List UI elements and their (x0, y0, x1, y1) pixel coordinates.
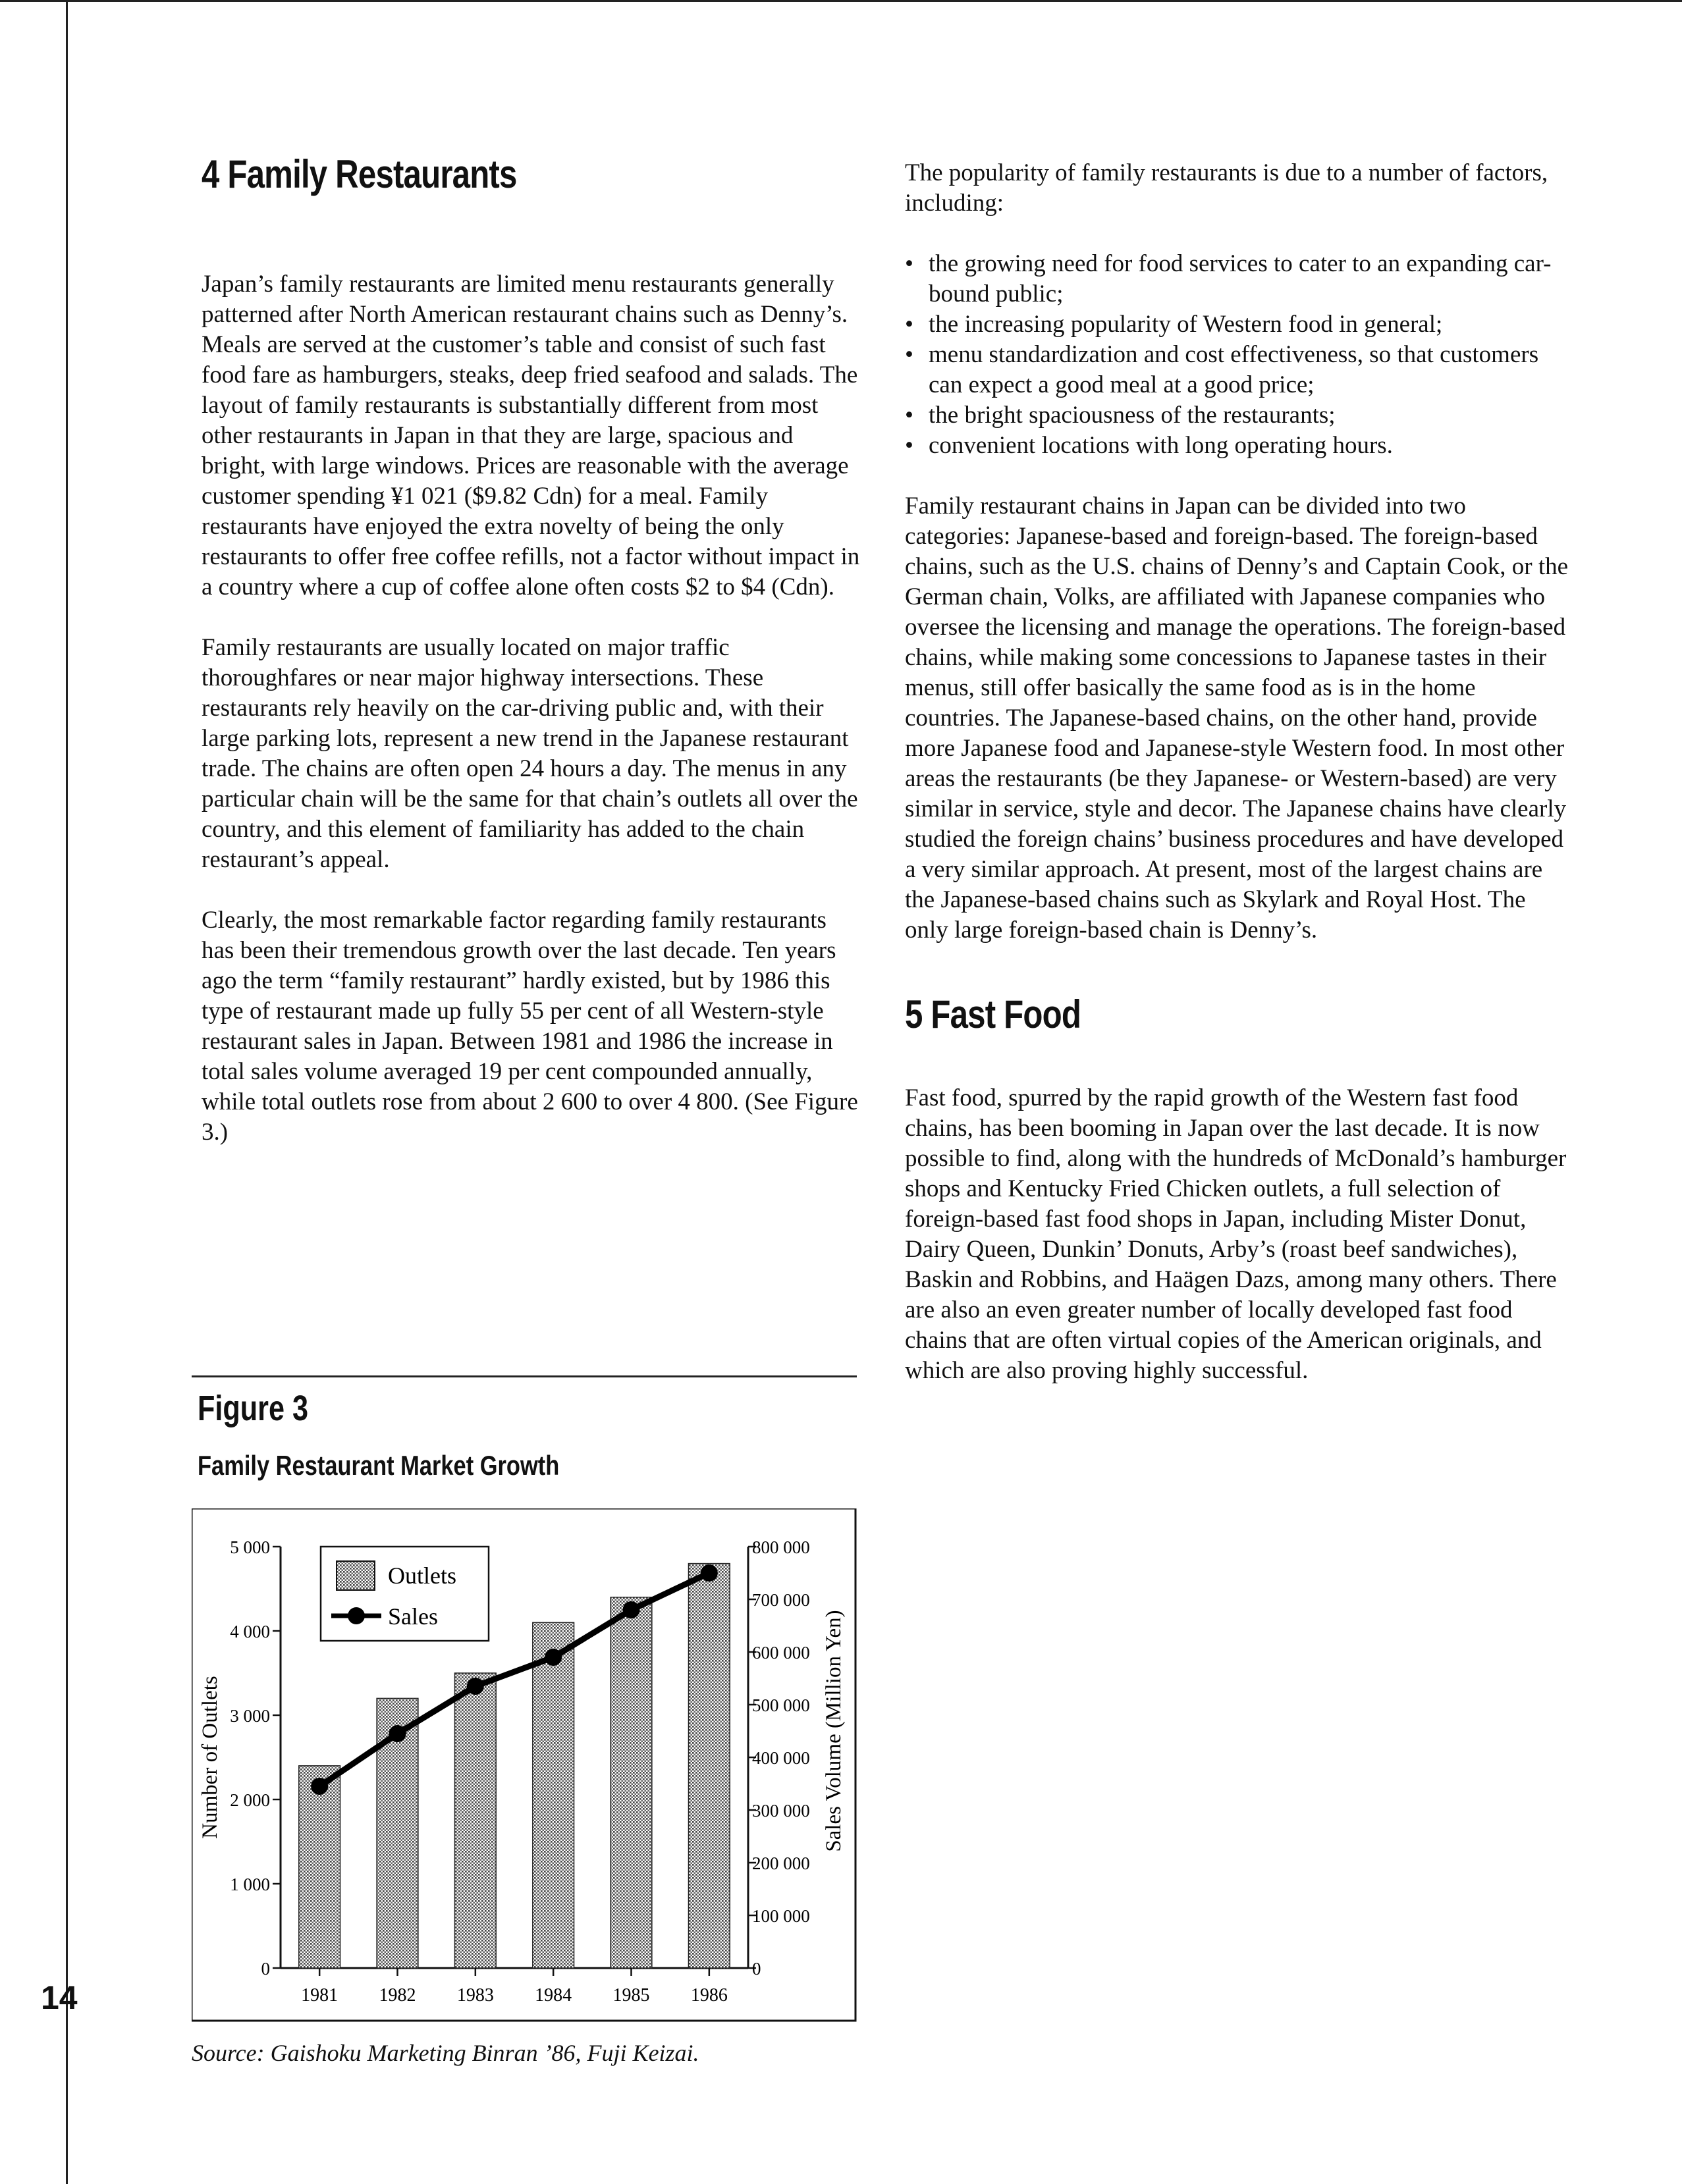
y-tick-label: 3 000 (230, 1706, 270, 1726)
y-tick-label: 1 000 (230, 1875, 270, 1894)
x-tick-label: 1985 (612, 1985, 650, 2006)
bar-outlets (299, 1766, 340, 1968)
sales-point (311, 1778, 328, 1795)
market-growth-chart (192, 1508, 857, 2022)
top-rule (0, 0, 1682, 2)
restaurant-chains-paragraph: Family restaurant chains in Japan can be divided into two categories: Japanese-based and foreign-based. The foreign-based chains, such as the U.S. chains of Denny’s and Captain Cook, or the German chain, Volks, are affiliated with Japanese companies who oversee the licensing and manage the operations. The foreign-based chains, while making some concessions to Japanese tastes in their menus, still offer basically the same food as is in the home countries. The Japanese-based chains, on the other hand, provide more Japanese food and Japanese-style Western food. In most other areas the restaurants (be they Japanese- or Western-based) are very similar in service, style and decor. The Japanese chains have clearly studied the foreign chains’ business procedures and have developed a very similar approach. At present, most of the largest chains are the Japanese-based chains such as Skylark and Royal Host. The only large foreign-based chain is Denny’s. (905, 493, 1569, 944)
family-restaurants-paragraph-2: Family restaurants are usually located on major traffic thoroughfares or near major highway intersections. These restaurants rely heavily on the car-driving public and, with their large parking lots, represent a new trend in the Japanese restaurant trade. The chains are often open 24 hours a day. The menus in any particular chain will be the same for that chain’s outlets all over the country, and this element of familiarity has added to the chain restaurant’s appeal. (202, 634, 858, 873)
sales-point (545, 1649, 562, 1666)
right-column (905, 158, 1570, 1386)
bar-outlets (610, 1597, 652, 1968)
list-item: • the growing need for food services to cater to an expanding car-bound public; (905, 249, 1570, 309)
y2-axis-label: Sales Volume (Million Yen) (822, 1610, 846, 1852)
x-tick-label: 1982 (379, 1985, 416, 2006)
list-item: • the increasing popularity of Western food in general; (905, 309, 1570, 340)
list-item: • convenient locations with long operating hours. (905, 431, 1570, 461)
page-number: 14 (41, 1979, 78, 2016)
bar-outlets (688, 1564, 730, 1968)
x-tick-label: 1984 (535, 1985, 572, 2006)
family-restaurants-paragraph-1: Japan’s family restaurants are limited menu restaurants generally patterned after North American restaurant chains such as Denny’s. Meals are served at the customer’s table and consist of such fast food fare as hamburgers, steaks, deep fried seafood and salads. The layout of family restaurants is substantially different from most other restaurants in Japan in that they are large, spacious and bright, with large windows. Prices are reasonable with the average customer spending ¥1 021 ($9.82 Cdn) for a meal. Family restaurants have enjoyed the extra novelty of being the only restaurants to offer free coffee refills, not a factor without impact in a country where a cup of coffee alone often costs $2 to $4 (Cdn). (202, 271, 860, 600)
y2-tick-label: 500 000 (752, 1695, 810, 1715)
sales-point (623, 1601, 640, 1618)
popularity-factors-list (905, 249, 1570, 461)
y2-tick-label: 300 000 (752, 1801, 810, 1821)
family-restaurants-paragraph-3: Clearly, the most remarkable factor regarding family restaurants has been their tremendous growth over the last decade. Ten years ago the term “family restaurant” hardly existed, but by 1986 this type of restaurant made up fully 55 per cent of all Western-style restaurant sales in Japan. Between 1981 and 1986 the increase in total sales volume averaged 19 per cent compounded annually, while total outlets rose from about 2 600 to over 4 800. (See Figure 3.) (202, 907, 858, 1146)
sales-point (389, 1725, 406, 1742)
figure-source: Source: Gaishoku Marketing Binran ’86, Fuji Keizai. (192, 2040, 699, 2066)
y2-tick-label: 600 000 (752, 1643, 810, 1663)
y-tick-label: 2 000 (230, 1790, 270, 1810)
legend-sales-label: Sales (388, 1603, 438, 1630)
y-tick-label: 0 (261, 1959, 270, 1979)
sales-point (467, 1678, 484, 1695)
left-margin-rule (66, 0, 68, 2184)
figure-rule (192, 1375, 857, 1377)
y2-tick-label: 0 (752, 1959, 761, 1979)
chart-legend (321, 1547, 489, 1641)
sales-point (701, 1564, 718, 1582)
list-item: • menu standardization and cost effectiveness, so that customers can expect a good meal at a good price; (905, 340, 1570, 400)
y2-tick-label: 100 000 (752, 1906, 810, 1926)
bar-outlets (454, 1673, 496, 1968)
x-tick-label: 1981 (301, 1985, 339, 2006)
figure-label: Figure 3 (198, 1389, 309, 1428)
y2-tick-label: 200 000 (752, 1853, 810, 1873)
y2-tick-label: 800 000 (752, 1537, 810, 1557)
x-tick-label: 1986 (690, 1985, 728, 2006)
legend-outlets-swatch (337, 1561, 375, 1590)
x-tick-label: 1983 (456, 1985, 494, 2006)
left-column (202, 151, 860, 1148)
y2-tick-label: 400 000 (752, 1748, 810, 1768)
legend-sales-marker (348, 1607, 365, 1624)
popularity-intro: The popularity of family restaurants is due to a number of factors, including: (905, 159, 1548, 217)
fast-food-paragraph: Fast food, spurred by the rapid growth of the Western fast food chains, has been booming in Japan over the last decade. It is now possible to find, along with the hundreds of McDonald’s hamburger shops and Kentucky Fried Chicken outlets, a full selection of foreign-based fast food shops in Japan, including Mister Donut, Dairy Queen, Dunkin’ Donuts, Arby’s (roast beef sandwiches), Baskin and Robbins, and Haägen Dazs, among many others. There are also an even greater number of locally developed fast food chains that are often virtual copies of the American originals, and which are also proving highly successful. (905, 1084, 1567, 1384)
y2-tick-label: 700 000 (752, 1590, 810, 1610)
y-axis-label: Number of Outlets (198, 1676, 222, 1839)
list-item: • the bright spaciousness of the restaurants; (905, 400, 1570, 431)
chart-container (192, 1508, 857, 2022)
section-heading-family-restaurants: 4 Family Restaurants (202, 152, 517, 196)
section-heading-fast-food: 5 Fast Food (905, 992, 1081, 1036)
figure-title: Family Restaurant Market Growth (198, 1450, 560, 1481)
bar-outlets (533, 1622, 574, 1968)
y-tick-label: 4 000 (230, 1622, 270, 1641)
y-tick-label: 5 000 (230, 1537, 270, 1557)
legend-outlets-label: Outlets (388, 1562, 456, 1589)
